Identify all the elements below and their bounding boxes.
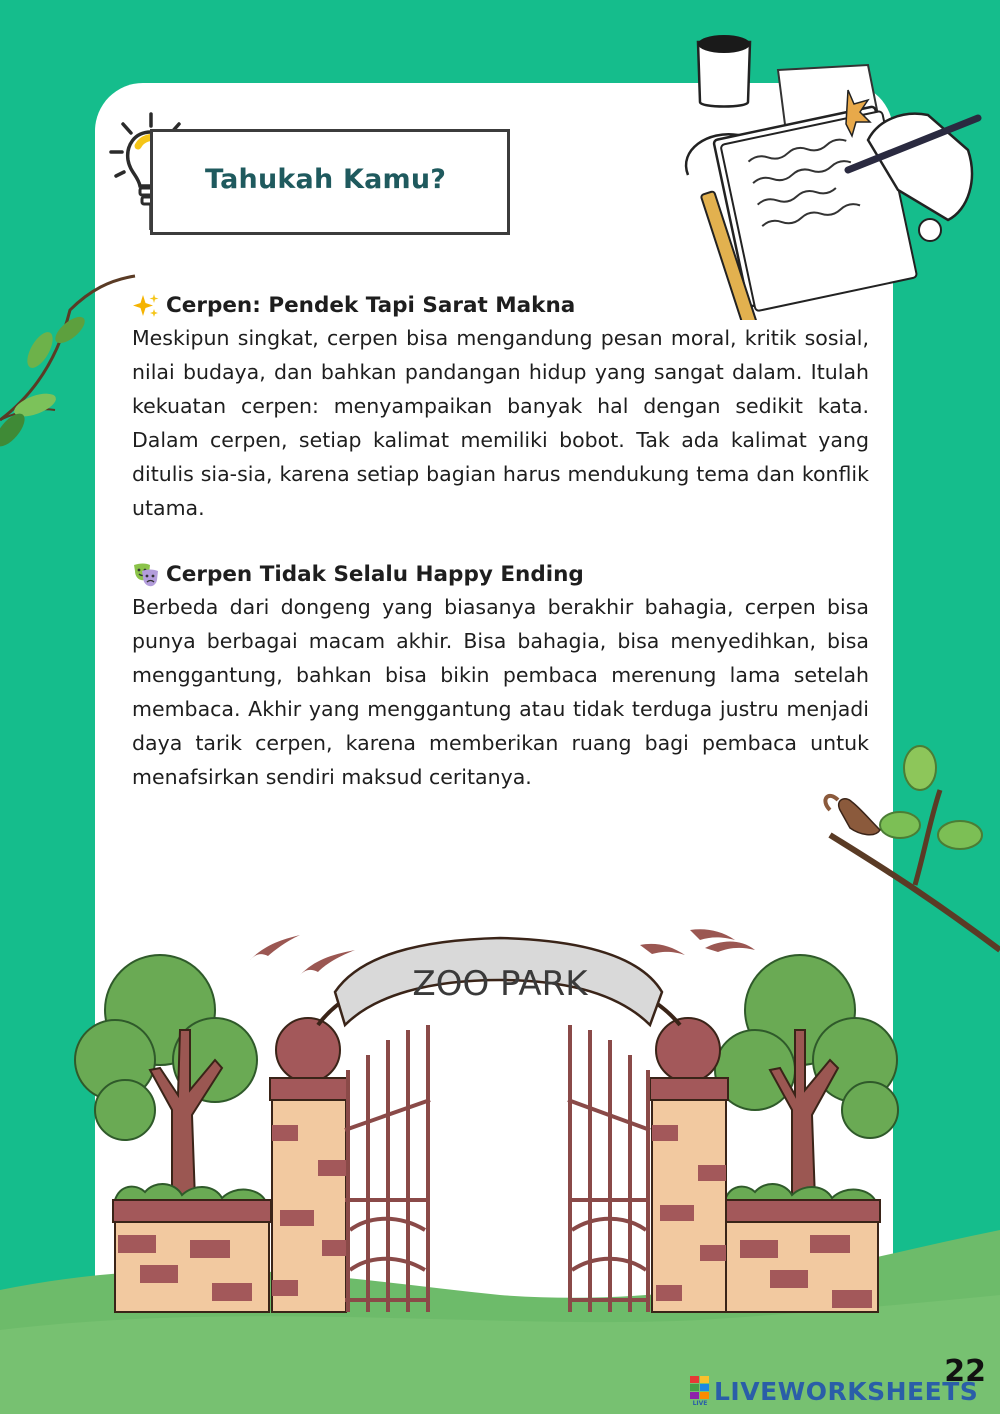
left-gate-icon	[345, 1025, 430, 1312]
section-heading-text: Cerpen Tidak Selalu Happy Ending	[166, 562, 584, 588]
liveworksheets-logo-icon	[690, 1376, 710, 1406]
right-pillar-icon	[650, 1018, 728, 1312]
right-tree-icon	[715, 955, 898, 1200]
section-body-1: Meskipun singkat, cerpen bisa mengandung pesan moral, kritik sosial, nilai budaya, dan bahkan pandangan hidup yang sangat dalam. Itulah kekuatan cerpen: menyampaikan banyak hal dengan sedikit kata. Dalam cerpen, setiap kalimat memiliki bobot. Tak ada kalimat yang ditulis sia-sia, karena setiap bagian harus mendukung tema dan konflik utama.	[132, 326, 869, 520]
right-gate-icon	[568, 1025, 650, 1312]
page-number: 22	[944, 1354, 986, 1389]
left-tree-icon	[75, 955, 257, 1200]
coffee-cup-icon	[698, 35, 750, 107]
left-pillar-icon	[270, 1018, 348, 1312]
zoo-park-sign: ZOO PARK	[412, 964, 588, 1004]
liveworksheets-watermark[interactable]	[690, 1373, 990, 1409]
section-heading-1	[132, 289, 869, 322]
left-branch-decoration	[0, 270, 140, 510]
left-wall-icon	[113, 1184, 271, 1312]
liveworksheets-logo-letters: LIVE	[692, 1400, 708, 1406]
sparkles-icon	[132, 292, 160, 320]
article-content	[132, 289, 869, 795]
watermark-text: LIVEWORKSHEETS	[714, 1376, 979, 1406]
section-heading-text: Cerpen: Pendek Tapi Sarat Makna	[166, 293, 576, 318]
squirrel-icon	[825, 796, 880, 835]
writing-notebook-illustration	[668, 30, 988, 320]
theater-masks-icon	[132, 561, 160, 589]
page-title: Tahukah Kamu?	[205, 164, 447, 195]
section-heading-2	[132, 558, 869, 591]
zoo-park-illustration	[0, 900, 1000, 1414]
right-wall-icon	[722, 1184, 880, 1312]
section-body-2: Berbeda dari dongeng yang biasanya berakhir bahagia, cerpen bisa punya berbagai macam akhir. Bisa bahagia, bisa menyedihkan, bisa menggantung, bahkan bisa bikin pembaca merenung lama setelah membaca. Akhir yang menggantung atau tidak terduga justru menjadi daya tarik cerpen, karena memberikan ruang bagi pembaca untuk menafsirkan sendiri maksud ceritanya.	[132, 595, 869, 789]
